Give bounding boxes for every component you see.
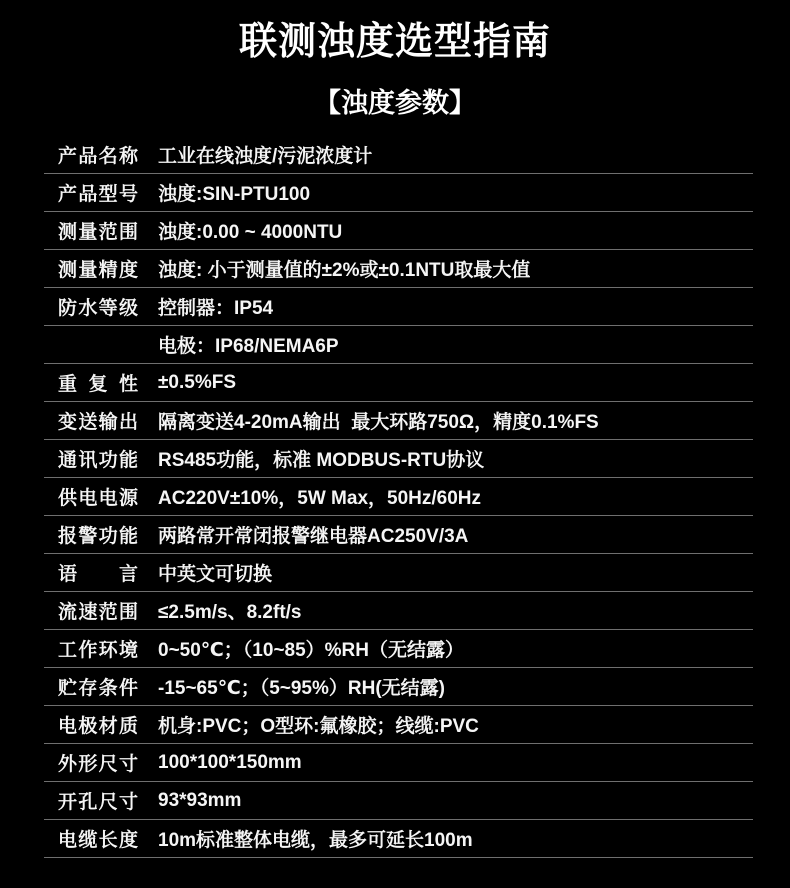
row-label: 电缆长度: [58, 830, 138, 851]
table-row-cable-length: [44, 820, 753, 858]
row-value: 10m标准整体电缆，最多可延长100m: [158, 830, 473, 851]
row-label: 供电电源: [58, 488, 138, 509]
table-row-waterproof-electrode: [44, 326, 753, 364]
row-label: 电极材质: [58, 716, 138, 737]
table-row-measure-accuracy: [44, 250, 753, 288]
table-row-transmit-output: [44, 402, 753, 440]
row-label: 通讯功能: [58, 450, 138, 471]
row-label: 流速范围: [58, 602, 138, 623]
row-label: 变送输出: [58, 412, 138, 433]
row-label: 开孔尺寸: [58, 792, 138, 813]
row-value: 浊度:0.00 ~ 4000NTU: [158, 222, 343, 243]
row-label: 重复性: [58, 374, 138, 395]
row-label: 测量范围: [58, 222, 138, 243]
row-value: RS485功能，标准 MODBUS-RTU协议: [158, 450, 485, 471]
row-label: 语言: [58, 564, 138, 585]
row-label: 贮存条件: [58, 678, 138, 699]
table-row-product-model: [44, 174, 753, 212]
row-label: 报警功能: [58, 526, 138, 547]
row-value: ±0.5%FS: [158, 371, 237, 393]
row-value: 控制器：IP54: [158, 298, 274, 319]
table-row-communication: [44, 440, 753, 478]
row-label: 产品型号: [58, 184, 138, 205]
row-label: 工作环境: [58, 640, 138, 661]
table-row-repeatability: [44, 364, 753, 402]
row-value: -15~65℃；（5~95%）RH(无结露): [158, 678, 445, 699]
table-row-outer-dimensions: [44, 744, 753, 782]
table-row-hole-dimensions: [44, 782, 753, 820]
row-value: 电极：IP68/NEMA6P: [158, 336, 339, 357]
row-label: 产品名称: [58, 146, 138, 167]
row-value: 中英文可切换: [158, 564, 273, 585]
table-row-flow-speed-range: [44, 592, 753, 630]
row-value: 100*100*150mm: [158, 751, 302, 773]
row-label: 防水等级: [58, 298, 138, 319]
section-subtitle: 【浊度参数】: [314, 88, 476, 118]
table-row-product-name: [44, 136, 753, 174]
table-row-power-supply: [44, 478, 753, 516]
table-row-waterproof-rating: [44, 288, 753, 326]
table-row-electrode-material: [44, 706, 753, 744]
table-row-working-environment: [44, 630, 753, 668]
table-row-language: [44, 554, 753, 592]
page-title: 联测浊度选型指南: [238, 21, 551, 63]
row-value: AC220V±10%，5W Max，50Hz/60Hz: [158, 488, 482, 509]
row-value: 两路常开常闭报警继电器AC250V/3A: [158, 526, 469, 547]
row-value: 隔离变送4-20mA输出 最大环路750Ω，精度0.1%FS: [158, 412, 599, 433]
table-row-measure-range: [44, 212, 753, 250]
row-value: 0~50℃；（10~85）%RH（无结露）: [158, 640, 465, 661]
row-value: 机身:PVC；O型环:氟橡胶；线缆:PVC: [158, 716, 479, 737]
row-value: 93*93mm: [158, 789, 242, 811]
row-label: 外形尺寸: [58, 754, 138, 775]
row-value: 浊度:SIN-PTU100: [158, 184, 311, 205]
spec-table: [44, 136, 753, 858]
row-label: 测量精度: [58, 260, 138, 281]
row-value: ≤2.5m/s、8.2ft/s: [158, 602, 302, 623]
row-value: 浊度: 小于测量值的±2%或±0.1NTU取最大值: [158, 260, 531, 281]
table-row-alarm-function: [44, 516, 753, 554]
row-value: 工业在线浊度/污泥浓度计: [158, 146, 373, 167]
table-row-storage-condition: [44, 668, 753, 706]
